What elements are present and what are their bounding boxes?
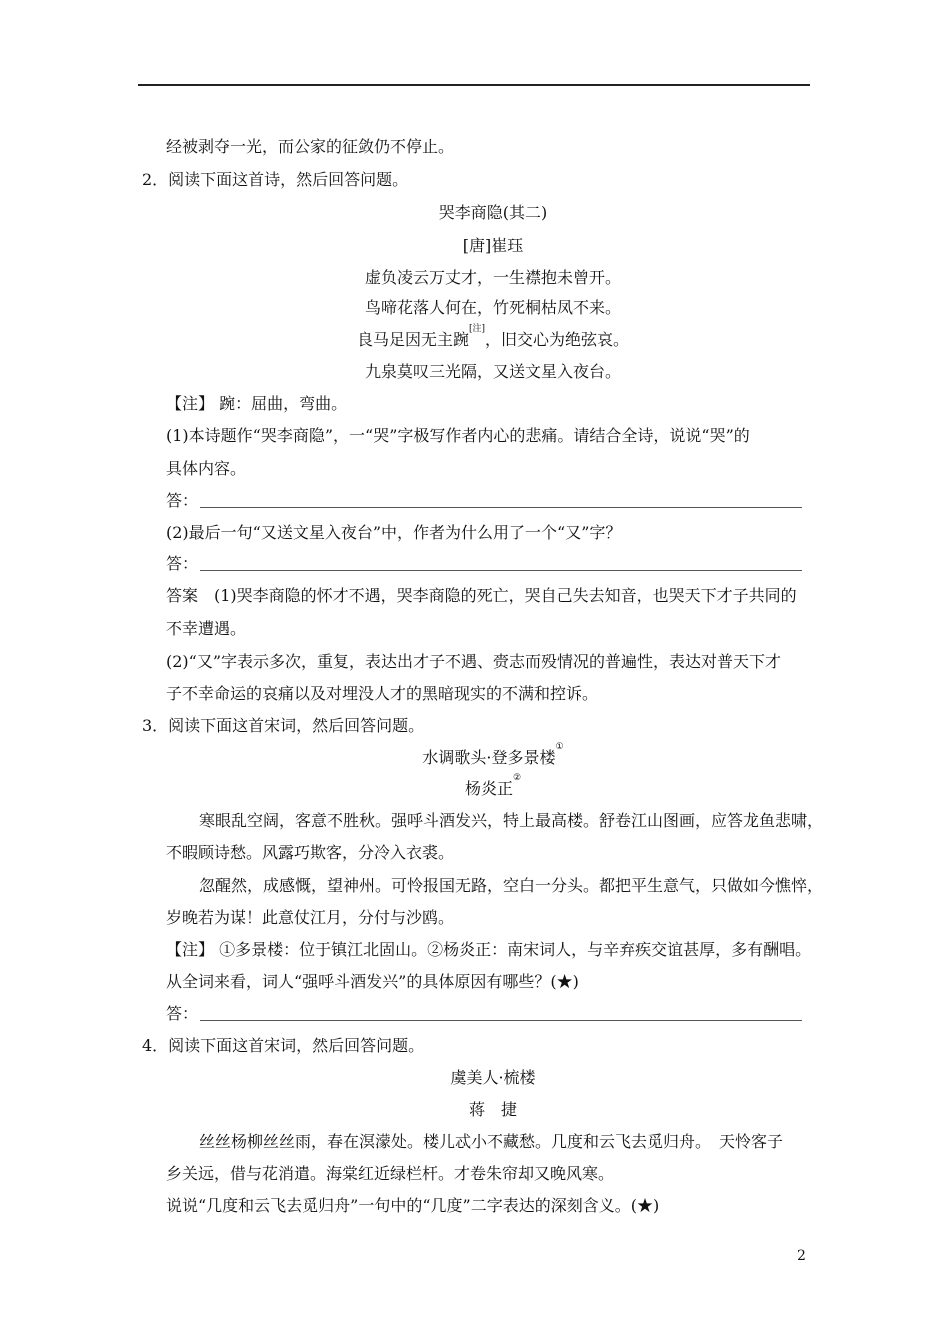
continuation-line: 经被剥夺一光，而公家的征敛仍不停止。 (166, 137, 455, 156)
answer-key-1: 答案 (1)哭李商隐的怀才不遇，哭李商隐的死亡，哭自己失去知音，也哭天下才子共同的 (166, 586, 797, 605)
question-4-prompt: 说说“几度和云飞去觅归舟”一句中的“几度”二字表达的深刻含义。(★) (166, 1196, 660, 1215)
page-number: 2 (797, 1248, 806, 1264)
question-2-heading: 2．阅读下面这首诗，然后回答问题。 (142, 170, 409, 189)
ci-author (138, 773, 848, 799)
poem-line-3 (138, 324, 848, 350)
poem-line-1: 虚负凌云万丈才，一生襟抱未曾开。 (364, 268, 621, 287)
poem-note: 【注】 踠：屈曲，弯曲。 (166, 394, 348, 413)
poem-line-4: 九泉莫叹三光隔，又送文星入夜台。 (364, 362, 621, 381)
answer-label: 答： (166, 491, 199, 510)
answer-blank-1[interactable] (200, 507, 802, 508)
poem-title: 哭李商隐(其二) (438, 203, 548, 222)
sub-question-1: (1)本诗题作“哭李商隐”，一“哭”字极写作者内心的悲痛。请结合全诗，说说“哭”的 (166, 426, 750, 445)
ci-title (138, 742, 848, 768)
ci-title-2: 虞美人·梳楼 (450, 1068, 536, 1087)
ci-text-1-cont: 不暇顾诗愁。风露巧欺客，分冷入衣裘。 (166, 843, 455, 862)
answer-key-2-cont: 子不幸命运的哀痛以及对埋没人才的黑暗现实的不满和控诉。 (166, 684, 599, 703)
answer-label: 答： (166, 554, 199, 573)
ci-author-2: 蒋 捷 (468, 1100, 517, 1119)
question-3-heading: 3．阅读下面这首宋词，然后回答问题。 (142, 716, 425, 735)
poem-line-3-part-b: ，旧交心为绝弦哀。 (485, 330, 630, 349)
answer-key-1-cont: 不幸遭遇。 (166, 619, 247, 638)
ci-text-2-cont: 岁晚若为谋！此意仗江月，分付与沙鸥。 (166, 908, 455, 927)
ci-text-3-cont: 乡关远，借与花消遣。海棠红近绿栏杆。才卷朱帘却又晚风寒。 (166, 1164, 615, 1183)
poem-line-2: 鸟啼花落人何在，竹死桐枯凤不来。 (364, 298, 621, 317)
ci-text-1: 寒眼乱空阔，客意不胜秋。强呼斗酒发兴，特上最高楼。舒卷江山图画，应答龙鱼悲啸， (199, 811, 824, 830)
ci-text-2: 忽醒然，成感慨，望神州。可怜报国无路，空白一分头。都把平生意气，只做如今憔悴， (199, 876, 824, 895)
question-4-heading: 4．阅读下面这首宋词，然后回答问题。 (142, 1036, 425, 1055)
footnote-marker: [注] (468, 324, 486, 334)
footnote-marker: ① (555, 742, 564, 752)
ci-note: 【注】 ①多景楼：位于镇江北固山。②杨炎正：南宋词人，与辛弃疾交谊甚厚，多有酬唱。 (166, 940, 812, 959)
answer-blank-2[interactable] (200, 570, 802, 571)
poem-line-3-part-a: 良马足因无主踠 (356, 330, 469, 349)
ci-text-3: 丝丝杨柳丝丝雨，春在溟濛处。楼儿忒小不藏愁。几度和云飞去觅归舟。 天怜客子 (199, 1132, 784, 1151)
question-3-prompt: 从全词来看，词人“强呼斗酒发兴”的具体原因有哪些？(★) (166, 972, 579, 991)
answer-label: 答： (166, 1004, 199, 1023)
answer-blank-3[interactable] (200, 1020, 802, 1021)
header-rule (138, 84, 810, 86)
sub-question-1-cont: 具体内容。 (166, 459, 247, 478)
sub-question-2: (2)最后一句“又送文星入夜台”中，作者为什么用了一个“又”字？ (166, 523, 622, 542)
footnote-marker: ② (512, 773, 522, 783)
answer-key-2: (2)“又”字表示多次，重复，表达出才子不遇、赍志而殁情况的普遍性，表达对普天下才 (166, 652, 782, 671)
ci-title-text: 水调歌头·登多景楼 (422, 748, 556, 767)
ci-author-text: 杨炎正 (464, 779, 513, 798)
poem-author: [唐]崔珏 (462, 236, 524, 255)
